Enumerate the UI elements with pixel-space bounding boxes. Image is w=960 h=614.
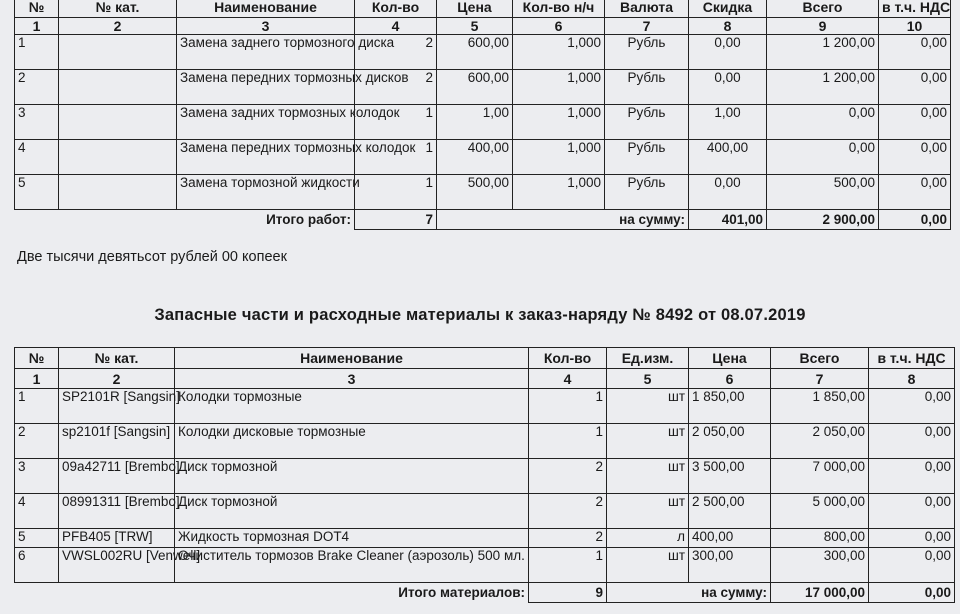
price: 2 500,00 [689, 494, 771, 529]
catalog-number: 08991311 [Brembo] [59, 494, 175, 529]
row-total: 1 200,00 [767, 35, 879, 70]
quantity: 1 [355, 175, 437, 210]
works-total-quantity: 7 [355, 210, 437, 230]
parts-header-row [15, 348, 955, 369]
parts-header-cell: Наименование [175, 348, 529, 369]
vat: 0,00 [879, 105, 951, 140]
table-row [15, 70, 951, 105]
item-name: Замена передних тормозных колодок [177, 140, 355, 175]
works-header-cell: Наименование [177, 0, 355, 18]
works-header-cell: Кол-во н/ч [513, 0, 605, 18]
price: 300,00 [689, 548, 771, 583]
item-name: Замена тормозной жидкости [177, 175, 355, 210]
discount: 0,00 [689, 35, 767, 70]
row-total: 500,00 [767, 175, 879, 210]
column-number: 7 [771, 369, 869, 389]
column-number: 6 [513, 18, 605, 35]
column-number: 8 [689, 18, 767, 35]
norm-hours: 1,000 [513, 140, 605, 175]
row-number: 6 [15, 548, 59, 583]
currency: Рубль [605, 175, 689, 210]
unit: шт [607, 459, 689, 494]
quantity: 2 [355, 70, 437, 105]
item-name: Жидкость тормозная DOT4 [175, 529, 529, 548]
vat: 0,00 [879, 35, 951, 70]
parts-header-cell: Всего [771, 348, 869, 369]
works-total-discount: 401,00 [689, 210, 767, 230]
vat: 0,00 [869, 494, 955, 529]
parts-table [14, 347, 955, 603]
amount-in-words: Две тысячи девятьсот рублей 00 копеек [17, 249, 287, 265]
vat: 0,00 [869, 389, 955, 424]
column-number: 8 [869, 369, 955, 389]
table-row [15, 424, 955, 459]
row-number: 2 [15, 424, 59, 459]
quantity: 1 [355, 105, 437, 140]
vat: 0,00 [869, 459, 955, 494]
row-number: 2 [15, 70, 59, 105]
works-column-number-row [15, 18, 951, 35]
table-row [15, 459, 955, 494]
unit: л [607, 529, 689, 548]
row-total: 0,00 [767, 105, 879, 140]
parts-total-vat: 0,00 [869, 583, 955, 603]
vat: 0,00 [879, 140, 951, 175]
vat: 0,00 [869, 529, 955, 548]
norm-hours: 1,000 [513, 70, 605, 105]
works-header-cell: Цена [437, 0, 513, 18]
column-number: 2 [59, 18, 177, 35]
quantity: 2 [529, 494, 607, 529]
row-number: 4 [15, 494, 59, 529]
price: 2 050,00 [689, 424, 771, 459]
price: 600,00 [437, 35, 513, 70]
column-number: 7 [605, 18, 689, 35]
table-row [15, 35, 951, 70]
works-total-label: Итого работ: [266, 211, 351, 227]
row-number: 5 [15, 175, 59, 210]
column-number: 10 [879, 18, 951, 35]
row-total: 1 200,00 [767, 70, 879, 105]
currency: Рубль [605, 35, 689, 70]
catalog-number: PFB405 [TRW] [59, 529, 175, 548]
works-header-cell: Кол-во [355, 0, 437, 18]
vat: 0,00 [879, 70, 951, 105]
parts-column-number-row [15, 369, 955, 389]
parts-total-sum: 17 000,00 [771, 583, 869, 603]
row-total: 7 000,00 [771, 459, 869, 494]
norm-hours: 1,000 [513, 105, 605, 140]
column-number: 2 [59, 369, 175, 389]
item-name: Колодки дисковые тормозные [175, 424, 529, 459]
quantity: 1 [529, 389, 607, 424]
row-total: 5 000,00 [771, 494, 869, 529]
unit: шт [607, 389, 689, 424]
price: 400,00 [437, 140, 513, 175]
parts-header-cell: Цена [689, 348, 771, 369]
table-row [15, 548, 955, 583]
row-total: 300,00 [771, 548, 869, 583]
discount: 0,00 [689, 175, 767, 210]
quantity: 1 [529, 548, 607, 583]
norm-hours: 1,000 [513, 35, 605, 70]
vat: 0,00 [869, 548, 955, 583]
parts-header-cell: в т.ч. НДС [869, 348, 955, 369]
parts-sum-label: на сумму: [689, 583, 771, 603]
catalog-number [59, 105, 177, 140]
discount: 400,00 [689, 140, 767, 175]
currency: Рубль [605, 105, 689, 140]
item-name: Диск тормозной [175, 459, 529, 494]
table-row [15, 529, 955, 548]
catalog-number [59, 35, 177, 70]
quantity: 2 [529, 459, 607, 494]
price: 1,00 [437, 105, 513, 140]
column-number: 3 [177, 18, 355, 35]
quantity: 2 [355, 35, 437, 70]
works-total-sum: 2 900,00 [767, 210, 879, 230]
price: 1 850,00 [689, 389, 771, 424]
column-number: 5 [607, 369, 689, 389]
currency: Рубль [605, 70, 689, 105]
row-total: 800,00 [771, 529, 869, 548]
row-total: 1 850,00 [771, 389, 869, 424]
catalog-number: sp2101f [Sangsin] [59, 424, 175, 459]
row-number: 3 [15, 105, 59, 140]
quantity: 1 [355, 140, 437, 175]
item-name: Замена задних тормозных колодок [177, 105, 355, 140]
parts-header-cell: Ед.изм. [607, 348, 689, 369]
catalog-number: VWSL002RU [Venwell] [59, 548, 175, 583]
row-number: 1 [15, 389, 59, 424]
column-number: 3 [175, 369, 529, 389]
catalog-number [59, 70, 177, 105]
quantity: 2 [529, 529, 607, 548]
catalog-number [59, 140, 177, 175]
unit: шт [607, 494, 689, 529]
price: 500,00 [437, 175, 513, 210]
parts-header-cell: № кат. [59, 348, 175, 369]
works-header-cell: Всего [767, 0, 879, 18]
row-number: 4 [15, 140, 59, 175]
works-header-cell: № кат. [59, 0, 177, 18]
table-row [15, 389, 955, 424]
quantity: 1 [529, 424, 607, 459]
parts-header-cell: Кол-во [529, 348, 607, 369]
column-number: 5 [437, 18, 513, 35]
catalog-number: SP2101R [Sangsin] [59, 389, 175, 424]
item-name: Замена заднего тормозного диска [177, 35, 355, 70]
table-row [15, 494, 955, 529]
currency: Рубль [605, 140, 689, 175]
table-row [15, 175, 951, 210]
row-number: 5 [15, 529, 59, 548]
column-number: 4 [529, 369, 607, 389]
item-name: Колодки тормозные [175, 389, 529, 424]
row-number: 1 [15, 35, 59, 70]
table-row [15, 105, 951, 140]
price: 600,00 [437, 70, 513, 105]
works-header-cell: Валюта [605, 0, 689, 18]
column-number: 4 [355, 18, 437, 35]
catalog-number: 09a42711 [Brembo] [59, 459, 175, 494]
unit: шт [607, 548, 689, 583]
works-header-row [15, 0, 951, 18]
item-name: Очиститель тормозов Brake Cleaner (аэрозоль) 500 мл. [175, 548, 529, 583]
works-total-vat: 0,00 [879, 210, 951, 230]
item-name: Замена передних тормозных дисков [177, 70, 355, 105]
works-header-cell: Скидка [689, 0, 767, 18]
price: 3 500,00 [689, 459, 771, 494]
row-number: 3 [15, 459, 59, 494]
price: 400,00 [689, 529, 771, 548]
column-number: 9 [767, 18, 879, 35]
parts-total-row [15, 583, 955, 603]
unit: шт [607, 424, 689, 459]
norm-hours: 1,000 [513, 175, 605, 210]
works-table [14, 0, 951, 230]
table-row [15, 140, 951, 175]
item-name: Диск тормозной [175, 494, 529, 529]
vat: 0,00 [879, 175, 951, 210]
works-total-row [15, 210, 951, 230]
row-total: 0,00 [767, 140, 879, 175]
parts-section-heading: Запасные части и расходные материалы к заказ-наряду № 8492 от 08.07.2019 [154, 306, 806, 324]
column-number: 1 [15, 369, 59, 389]
parts-header-cell: № [15, 348, 59, 369]
parts-total-quantity: 9 [529, 583, 607, 603]
catalog-number [59, 175, 177, 210]
row-total: 2 050,00 [771, 424, 869, 459]
parts-total-label: Итого материалов: [398, 584, 525, 600]
discount: 0,00 [689, 70, 767, 105]
works-header-cell: № [15, 0, 59, 18]
discount: 1,00 [689, 105, 767, 140]
works-header-cell: в т.ч. НДС [879, 0, 951, 18]
column-number: 6 [689, 369, 771, 389]
vat: 0,00 [869, 424, 955, 459]
works-sum-label: на сумму: [513, 210, 689, 230]
column-number: 1 [15, 18, 59, 35]
